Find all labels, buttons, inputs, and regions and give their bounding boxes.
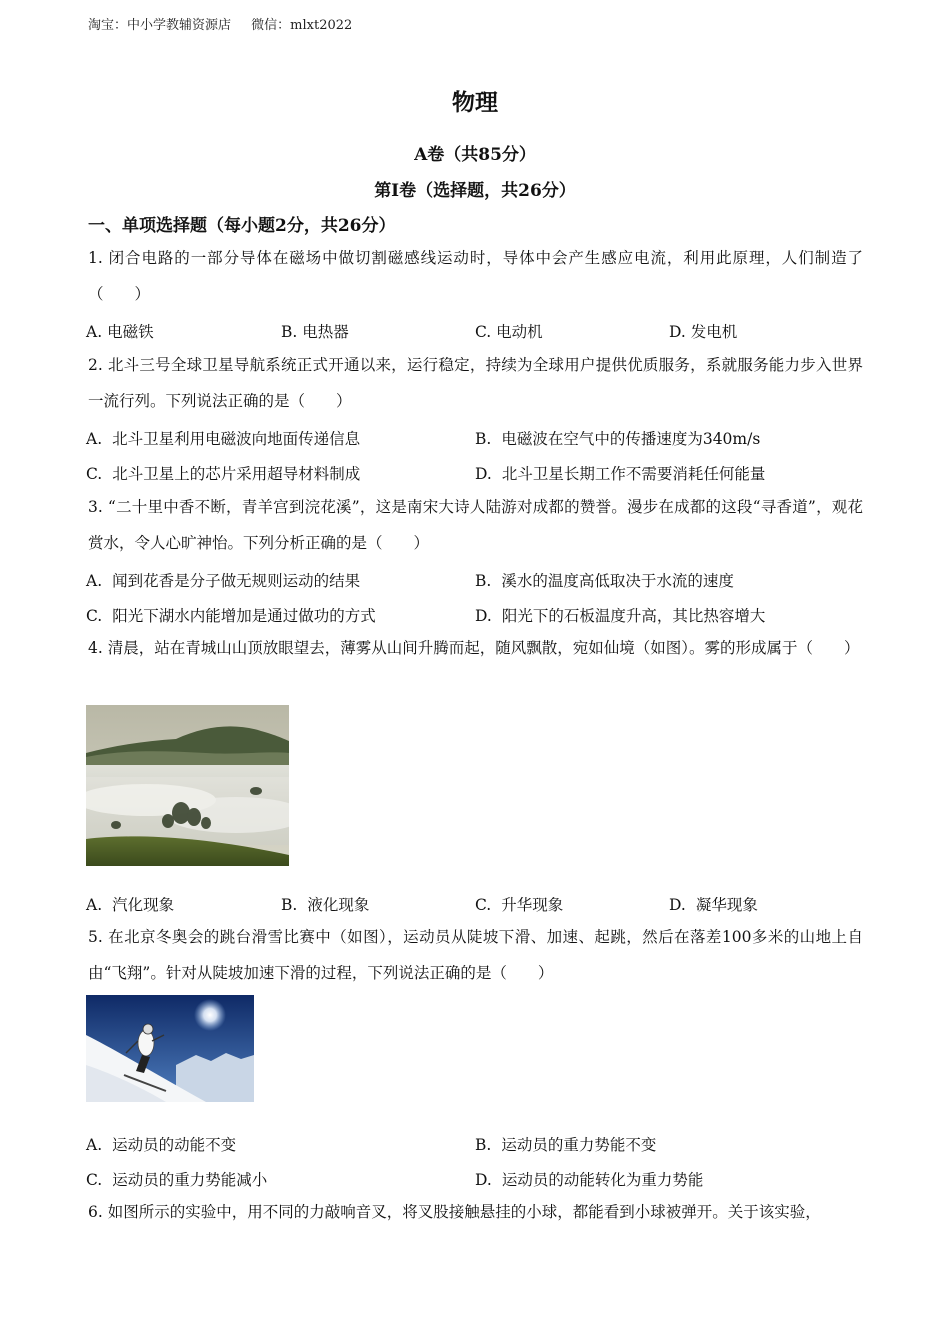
question-3-options-row2 xyxy=(86,604,866,628)
fog-landscape-illustration xyxy=(86,705,289,866)
question-4-option-c: C. 升华现象 xyxy=(475,896,564,914)
question-4-option-d: D. 凝华现象 xyxy=(669,896,758,914)
question-2-option-d: D. 北斗卫星长期工作不需要消耗任何能量 xyxy=(475,465,766,483)
question-1-options xyxy=(86,320,866,344)
question-3-options-row1 xyxy=(86,569,866,593)
question-3-option-b: B. 溪水的温度高低取决于水流的速度 xyxy=(475,572,734,590)
question-5-option-b: B. 运动员的重力势能不变 xyxy=(475,1136,657,1154)
question-2-option-a: A. 北斗卫星利用电磁波向地面传递信息 xyxy=(86,430,361,448)
question-1-option-d: D. 发电机 xyxy=(669,323,738,341)
question-4-option-a: A. 汽化现象 xyxy=(86,896,175,914)
question-5-options-row2 xyxy=(86,1168,866,1192)
question-2-option-b: B. 电磁波在空气中的传播速度为340m/s xyxy=(475,430,761,448)
question-2-stem: 2. 北斗三号全球卫星导航系统正式开通以来，运行稳定，持续为全球用户提供优质服务，系就服务能力步入世界一流行列。下列说法正确的是（ ） xyxy=(88,356,863,410)
question-2-option-c: C. 北斗卫星上的芯片采用超导材料制成 xyxy=(86,465,361,483)
question-5-stem: 5. 在北京冬奥会的跳台滑雪比赛中（如图），运动员从陡坡下滑、加速、起跳，然后在落差100多米的山地上自由“飞翔”。针对从陡坡加速下滑的过程，下列说法正确的是（ ） xyxy=(88,928,863,982)
part-one-heading: 第Ⅰ卷（选择题，共26分） xyxy=(374,181,576,201)
skier-illustration xyxy=(86,995,254,1102)
question-1-option-a: A. 电磁铁 xyxy=(86,323,154,341)
question-4-stem: 4. 清晨，站在青城山山顶放眼望去，薄雾从山间升腾而起，随风飘散，宛如仙境（如图）。雾的形成属于（ ） xyxy=(88,639,860,657)
question-3-option-a: A. 闻到花香是分子做无规则运动的结果 xyxy=(86,572,361,590)
question-3-option-c: C. 阳光下湖水内能增加是通过做功的方式 xyxy=(86,607,376,625)
question-3-stem: 3. “二十里中香不断，青羊宫到浣花溪”，这是南宋大诗人陆游对成都的赞誉。漫步在成都的这段“寻香道”，观花赏水，令人心旷神怡。下列分析正确的是（ ） xyxy=(88,498,863,552)
header-shop: 淘宝：中小学教辅资源店 xyxy=(88,18,232,33)
question-2-options-row2 xyxy=(86,462,866,486)
question-6-stem: 6. 如图所示的实验中，用不同的力敲响音叉，将叉股接触悬挂的小球，都能看到小球被弹开。关于该实验， xyxy=(88,1203,821,1221)
misty-mountain-image xyxy=(86,705,289,866)
question-5-option-c: C. 运动员的重力势能减小 xyxy=(86,1171,268,1189)
question-4-option-b: B. 液化现象 xyxy=(281,896,370,914)
question-3-option-d: D. 阳光下的石板温度升高，其比热容增大 xyxy=(475,607,766,625)
volume-a-heading: A卷（共85分） xyxy=(414,145,536,165)
question-2-options-row1 xyxy=(86,427,866,451)
page-title: 物理 xyxy=(452,89,498,116)
question-5-options-row1 xyxy=(86,1133,866,1157)
question-1-stem: 1. 闭合电路的一部分导体在磁场中做切割磁感线运动时，导体中会产生感应电流，利用此原理，人们制造了（ ） xyxy=(88,249,863,303)
question-1-option-c: C. 电动机 xyxy=(475,323,543,341)
page-header xyxy=(88,14,352,33)
question-5-option-d: D. 运动员的动能转化为重力势能 xyxy=(475,1171,704,1189)
question-4-options xyxy=(86,893,866,917)
question-5-option-a: A. 运动员的动能不变 xyxy=(86,1136,237,1154)
section-heading: 一、单项选择题（每小题2分，共26分） xyxy=(88,216,396,236)
ski-jumper-image xyxy=(86,995,254,1102)
question-1-option-b: B. 电热器 xyxy=(281,323,349,341)
header-wechat: 微信：mlxt2022 xyxy=(251,18,353,33)
